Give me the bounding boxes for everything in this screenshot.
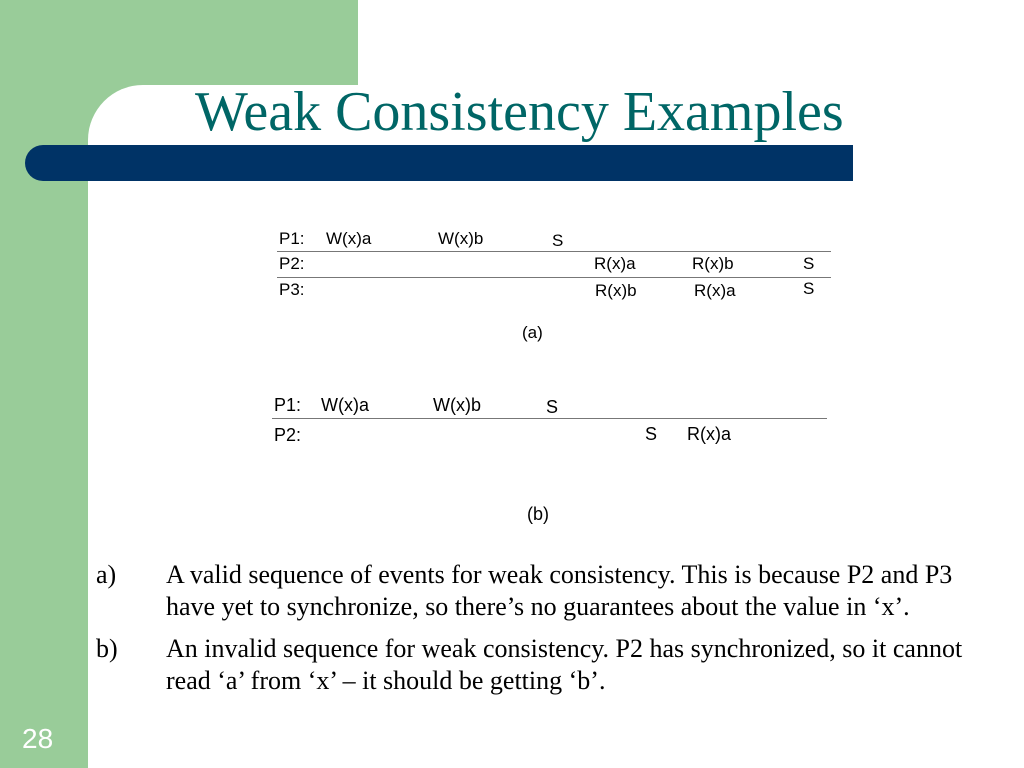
fig-a-p2-op2: R(x)b xyxy=(692,254,734,273)
note-a xyxy=(96,559,996,623)
fig-a-p1-label: P1: xyxy=(279,229,305,248)
fig-b-p1-op1: W(x)a xyxy=(321,395,369,415)
fig-a-p2-op3: S xyxy=(803,254,815,273)
fig-a-rule-1 xyxy=(277,251,831,252)
fig-a-p1-op3: S xyxy=(552,231,564,250)
notes-list xyxy=(96,559,996,707)
fig-a-p2-op1: R(x)a xyxy=(594,254,636,273)
fig-b-p1-op2: W(x)b xyxy=(433,395,481,415)
slide-number: 28 xyxy=(22,723,54,754)
fig-b-rule-1 xyxy=(272,418,827,419)
note-a-marker: a) xyxy=(96,560,117,589)
fig-a-p1-op1: W(x)a xyxy=(326,229,372,248)
fig-b-caption: (b) xyxy=(527,504,549,524)
fig-a-p1-op2: W(x)b xyxy=(438,229,484,248)
fig-a-p3-label: P3: xyxy=(279,280,305,299)
fig-a-p3-op1: R(x)b xyxy=(595,281,637,300)
note-b-text: An invalid sequence for weak consistency. P2 has synchronized, so it cannot read ‘a’ from ‘x’ – it should be getting ‘b’. xyxy=(166,634,963,695)
fig-a-p2-label: P2: xyxy=(279,254,305,273)
fig-b-p2-label: P2: xyxy=(274,425,302,445)
slide-title: Weak Consistency Examples xyxy=(195,81,844,143)
fig-b-p2-op1: S xyxy=(645,424,658,444)
fig-a-caption: (a) xyxy=(522,323,543,342)
fig-a-p3-op3: S xyxy=(803,279,815,298)
fig-a-p3-op2: R(x)a xyxy=(694,281,736,300)
fig-b-p1-op3: S xyxy=(546,397,559,417)
note-b xyxy=(96,633,996,697)
fig-b-p2-op2: R(x)a xyxy=(687,424,731,444)
note-a-text: A valid sequence of events for weak consistency. This is because P2 and P3 have yet to synchronize, so there’s no guarantees about the value in ‘x’. xyxy=(166,560,953,621)
title-underline-bar xyxy=(25,145,853,181)
fig-a-rule-2 xyxy=(277,277,831,278)
note-b-marker: b) xyxy=(96,634,118,663)
fig-b-p1-label: P1: xyxy=(274,395,302,415)
